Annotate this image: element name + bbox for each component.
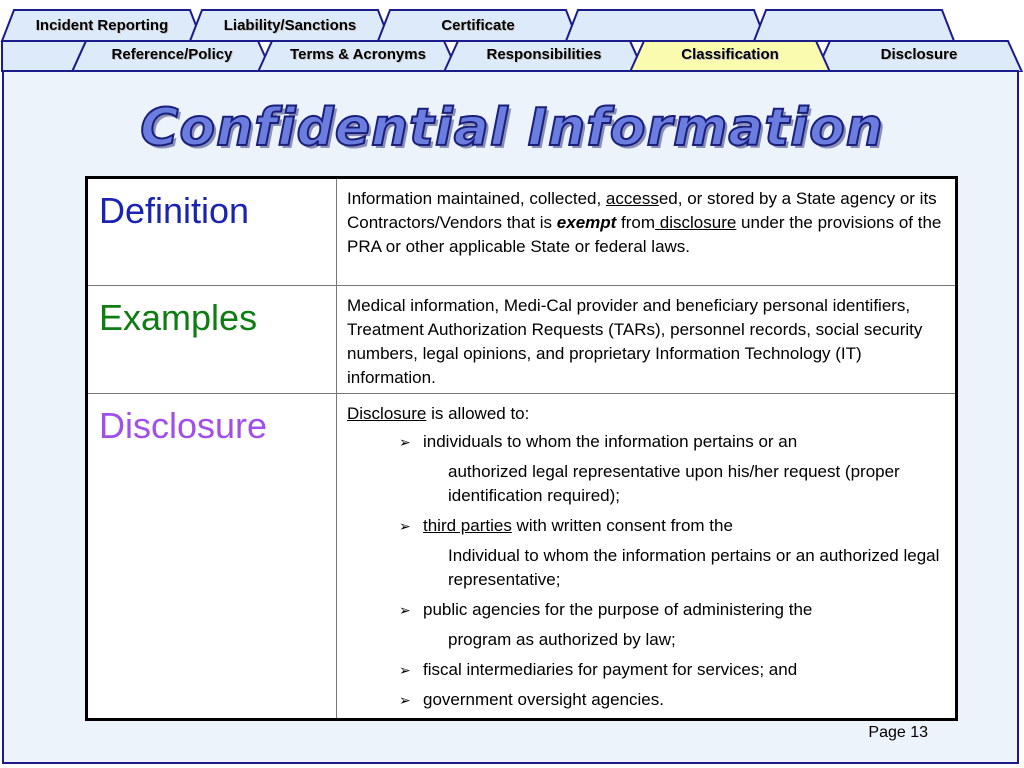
table-row-definition xyxy=(87,178,957,286)
disclosure-label: Disclosure xyxy=(99,405,268,446)
arrow-bullet-icon: ➢ xyxy=(399,692,411,708)
table-row-disclosure xyxy=(87,394,957,720)
page-title: Confidential Information xyxy=(140,98,884,158)
tab-terms-acronyms[interactable]: Terms & Acronyms xyxy=(290,46,426,63)
list-item xyxy=(399,598,945,652)
list-item-text: individuals to whom the information pertains or an xyxy=(423,432,798,451)
tab-certificate[interactable]: Certificate xyxy=(441,17,515,34)
tab-classification[interactable]: Classification xyxy=(681,46,779,63)
page-number: Page 13 xyxy=(868,724,928,741)
disclosure-intro xyxy=(347,402,945,426)
list-item-continuation: Individual to whom the information pertains or an authorized legal representative; xyxy=(448,546,940,589)
list-item xyxy=(399,688,945,712)
definition-label: Definition xyxy=(99,190,250,231)
definition-text-part: ed, or stored by a State agency or its Contractors/Vendors that is xyxy=(347,189,937,232)
disclosure-link[interactable]: disclosure xyxy=(655,213,737,232)
definition-text xyxy=(337,178,957,286)
list-item xyxy=(399,430,945,508)
access-link[interactable]: access xyxy=(605,189,659,208)
arrow-bullet-icon: ➢ xyxy=(399,662,411,678)
list-item xyxy=(399,658,945,682)
disclosure-text xyxy=(337,394,957,720)
definition-text-part: from xyxy=(616,213,656,232)
third-parties-link[interactable]: third parties xyxy=(423,516,512,535)
definition-text-part: Information maintained, collected, xyxy=(347,189,606,208)
table-row-examples xyxy=(87,286,957,394)
examples-label: Examples xyxy=(99,297,258,338)
list-item-text: government oversight agencies. xyxy=(423,690,664,709)
list-item-text: public agencies for the purpose of administering the xyxy=(423,600,813,619)
tab-empty-1-shape[interactable] xyxy=(566,10,766,41)
disclosure-list xyxy=(347,430,945,712)
disclosure-intro-rest: is allowed to: xyxy=(426,404,530,423)
list-item-text: with written consent from the xyxy=(511,516,733,535)
arrow-bullet-icon: ➢ xyxy=(399,518,411,534)
definition-text-part: under the provisions of the PRA or other applicable State or federal laws. xyxy=(347,213,942,256)
disclosure-label-cell xyxy=(87,394,337,720)
tab-incident-reporting[interactable]: Incident Reporting xyxy=(35,17,169,34)
list-item-text: fiscal intermediaries for payment for services; and xyxy=(423,660,798,679)
exempt-emphasis: exempt xyxy=(556,213,617,232)
tab-disclosure[interactable]: Disclosure xyxy=(880,46,958,63)
tab-reference-policy[interactable]: Reference/Policy xyxy=(111,46,233,63)
arrow-bullet-icon: ➢ xyxy=(399,434,411,450)
tab-responsibilities[interactable]: Responsibilities xyxy=(486,46,602,63)
arrow-bullet-icon: ➢ xyxy=(399,602,411,618)
list-item-continuation: program as authorized by law; xyxy=(448,630,676,649)
examples-label-cell xyxy=(87,286,337,394)
examples-text: Medical information, Medi-Cal provider and beneficiary personal identifiers, Treatment Authorization Requests (TARs), personnel records, social security numbers, legal opinions, and proprietary Information Technology (IT) information. xyxy=(337,286,957,394)
list-item xyxy=(399,514,945,592)
list-item-continuation: authorized legal representative upon his/her request (proper identification required); xyxy=(448,462,900,505)
tab-empty-2-shape[interactable] xyxy=(754,10,954,41)
definition-label-cell xyxy=(87,178,337,286)
tab-liability-sanctions[interactable]: Liability/Sanctions xyxy=(223,17,357,34)
disclosure-intro-link[interactable]: Disclosure xyxy=(347,404,427,423)
info-table xyxy=(85,176,958,721)
